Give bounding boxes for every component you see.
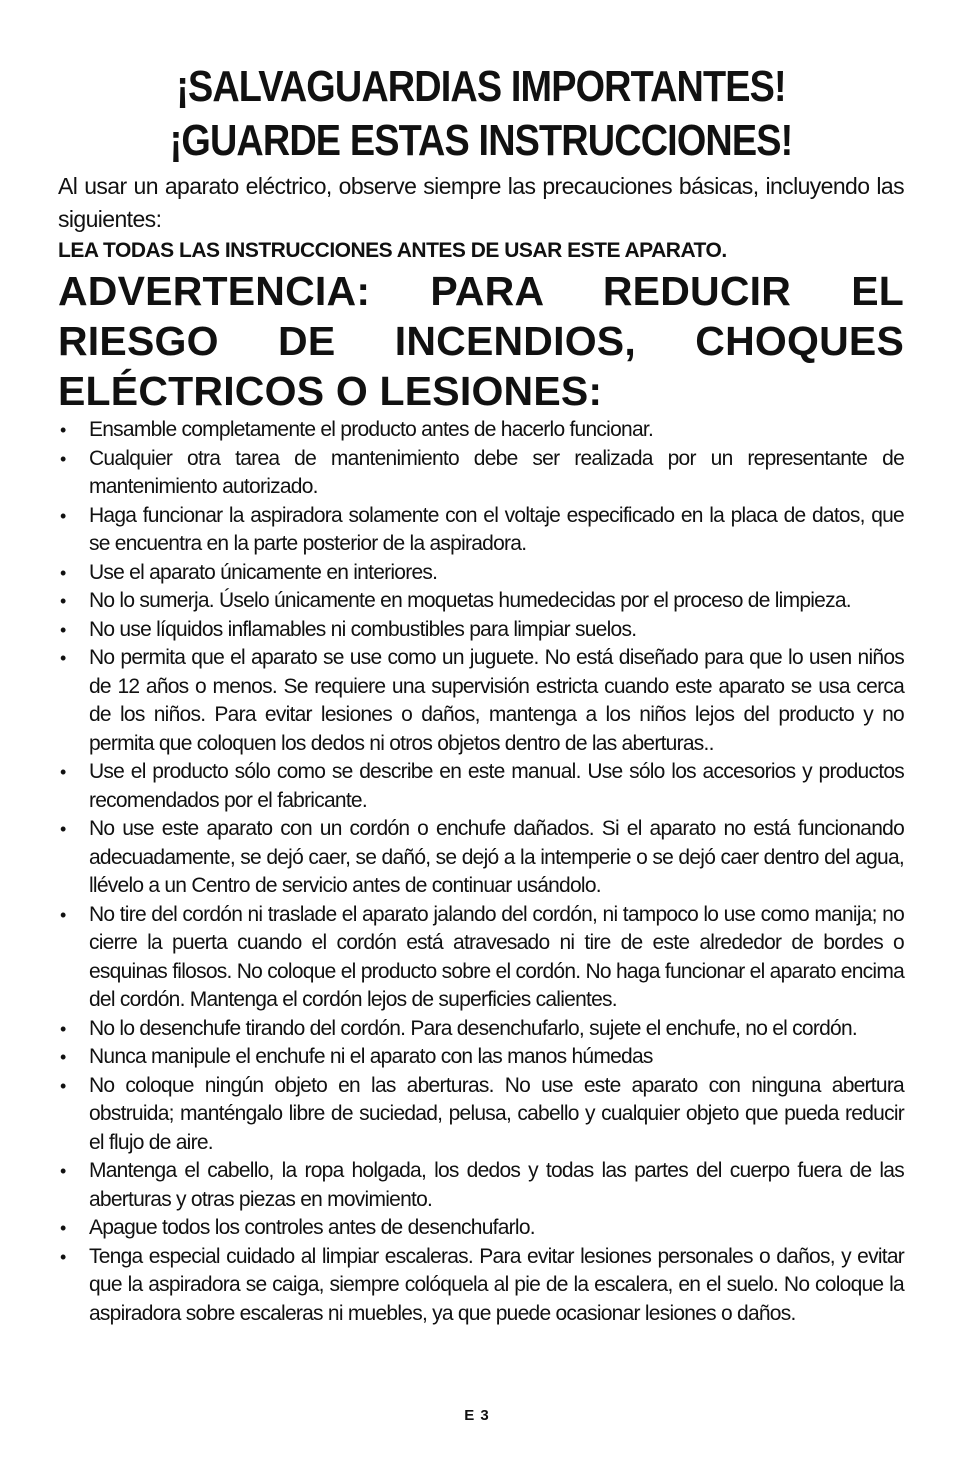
title-line-2: ¡GUARDE ESTAS INSTRUCCIONES! bbox=[169, 116, 793, 165]
list-item bbox=[58, 1157, 904, 1214]
list-item-text: No coloque ningún objeto en las aberturas. No use este aparato con ninguna abertura obstruida; manténgalo libre de suciedad, pelusa, cabello y cualquier objeto que pueda reducir el flujo de aire. bbox=[89, 1073, 904, 1154]
list-item bbox=[58, 1243, 904, 1329]
bullet-icon: • bbox=[60, 1018, 66, 1039]
list-item-text: No tire del cordón ni traslade el aparato jalando del cordón, ni tampoco lo use como manija; no cierre la puerta cuando el cordón está atravesado ni tire de este alrededor de bordes o esquinas filosos. No coloque el producto sobre el cordón. No haga funcionar el aparato encima del cordón. Mantenga el cordón lejos de superficies calientes. bbox=[89, 902, 904, 1011]
list-item bbox=[58, 1015, 904, 1044]
bullet-icon: • bbox=[60, 619, 66, 640]
list-item-text: Apague todos los controles antes de desenchufarlo. bbox=[89, 1216, 535, 1239]
bullet-icon: • bbox=[60, 505, 66, 526]
list-item bbox=[58, 815, 904, 901]
bullet-icon: • bbox=[60, 904, 66, 925]
bullet-icon: • bbox=[60, 1218, 66, 1238]
list-item bbox=[58, 901, 904, 1015]
list-item-text: Nunca manipule el enchufe ni el aparato con las manos húmedas bbox=[89, 1045, 653, 1068]
intro-text: Al usar un aparato eléctrico, observe siempre las precauciones básicas, incluyendo las siguientes: bbox=[58, 173, 904, 232]
list-item-text: Tenga especial cuidado al limpiar escaleras. Para evitar lesiones personales o daños, y evitar que la aspiradora se caiga, siempre colóquela al pie de la escalera, en el suelo. No coloque la aspiradora sobre escaleras ni muebles, ya que puede ocasionar lesiones o daños. bbox=[89, 1244, 904, 1325]
bullet-icon: • bbox=[60, 648, 66, 668]
list-item bbox=[58, 1072, 904, 1158]
list-item-text: Cualquier otra tarea de mantenimiento debe ser realizada por un representante de mantenimiento autorizado. bbox=[89, 446, 904, 498]
list-item-text: Use el producto sólo como se describe en este manual. Use sólo los accesorios y productos recomendados por el fabricante. bbox=[89, 760, 904, 812]
bullet-icon: • bbox=[60, 819, 66, 839]
read-all-notice: LEA TODAS LAS INSTRUCCIONES ANTES DE USAR ESTE APARATO. bbox=[58, 239, 727, 262]
bullet-icon: • bbox=[60, 762, 66, 782]
page-number: E 3 bbox=[464, 1407, 490, 1424]
list-item-text: No use este aparato con un cordón o enchufe dañados. Si el aparato no está funcionando adecuadamente, se dejó caer, se dañó, se dejó a la intemperie o se dejó caer dentro del agua, llévelo a un Centro de servicio antes de continuar usándolo. bbox=[89, 817, 904, 897]
list-item bbox=[58, 644, 904, 758]
list-item-text: No lo sumerja. Úselo únicamente en moquetas humedecidas por el proceso de limpieza. bbox=[89, 589, 851, 612]
list-item bbox=[58, 1043, 904, 1072]
list-item-text: Mantenga el cabello, la ropa holgada, los dedos y todas las partes del cuerpo fuera de las aberturas y otras piezas en movimiento. bbox=[89, 1159, 904, 1211]
manual-page bbox=[58, 60, 904, 1328]
list-item-text: Ensamble completamente el producto antes de hacerlo funcionar. bbox=[89, 418, 654, 441]
list-item bbox=[58, 502, 904, 559]
list-item bbox=[58, 559, 904, 588]
bullet-icon: • bbox=[60, 562, 66, 583]
bullet-icon: • bbox=[60, 1246, 66, 1267]
list-item bbox=[58, 1214, 904, 1243]
list-item bbox=[58, 416, 904, 445]
bullet-icon: • bbox=[60, 1047, 66, 1067]
list-item-text: No permita que el aparato se use como un juguete. No está diseñado para que lo usen niños de 12 años o menos. Se requiere una supervisión estricta cuando este aparato se usa cerca de los niños. Para evitar lesiones o daños, mantenga a los niños lejos del producto y no permita que coloquen los dedos ni otros objetos dentro de las aberturas.. bbox=[89, 646, 904, 755]
bullet-icon: • bbox=[60, 1075, 66, 1096]
page-title bbox=[117, 60, 845, 168]
bullet-icon: • bbox=[60, 591, 66, 611]
bullet-icon: • bbox=[60, 420, 66, 440]
list-item-text: No lo desenchufe tirando del cordón. Para desenchufarlo, sujete el enchufe, no el cordón. bbox=[89, 1016, 857, 1040]
list-item-text: Haga funcionar la aspiradora solamente con el voltaje especificado en la placa de datos, que se encuentra en la parte posterior de la aspiradora. bbox=[89, 503, 904, 555]
list-item bbox=[58, 758, 904, 815]
title-line-1: ¡SALVAGUARDIAS IMPORTANTES! bbox=[176, 62, 786, 111]
bullet-icon: • bbox=[60, 1161, 66, 1181]
list-item-text: Use el aparato únicamente en interiores. bbox=[89, 560, 438, 584]
list-item-text: No use líquidos inflamables ni combustibles para limpiar suelos. bbox=[89, 617, 637, 641]
list-item bbox=[58, 616, 904, 645]
list-item bbox=[58, 587, 904, 616]
list-item bbox=[58, 445, 904, 502]
bullet-icon: • bbox=[60, 448, 66, 469]
warning-heading: ADVERTENCIA: PARA REDUCIR EL RIESGO DE INCENDIOS, CHOQUES ELÉCTRICOS O LESIONES: bbox=[58, 268, 904, 414]
safeguards-list bbox=[58, 416, 904, 1328]
